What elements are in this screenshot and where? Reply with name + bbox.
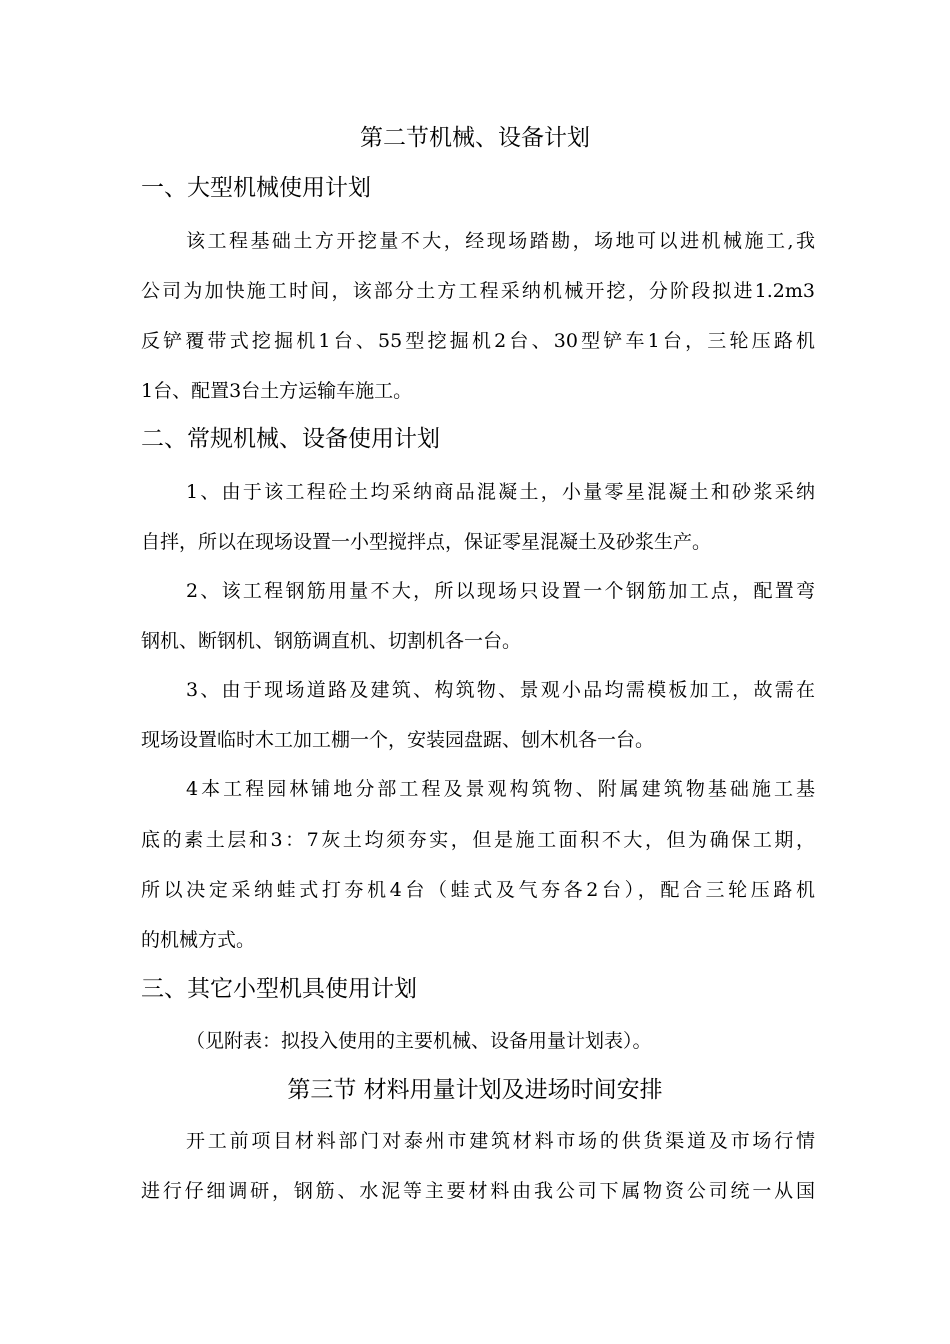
attachment-note: （见附表：拟投入使用的主要机械、设备用量计划表）。 (186, 1030, 652, 1052)
paragraph-line: 开工前项目材料部门对泰州市建筑材料市场的供货渠道及市场行情 (186, 1130, 815, 1152)
paragraph-line: 1、由于该工程砼土均采纳商品混凝土，小量零星混凝土和砂浆采纳 (186, 481, 815, 503)
paragraph-line: 钢机、断钢机、钢筋调直机、切割机各一台。 (141, 630, 522, 652)
paragraph-line: 1台、配置3台土方运输车施工。 (141, 380, 413, 402)
paragraph-line: 所以决定采纳蛙式打夯机4台（蛙式及气夯各2台），配合三轮压路机 (141, 879, 815, 901)
paragraph-line: 该工程基础土方开挖量不大，经现场踏勘，场地可以进机械施工,我 (186, 230, 815, 252)
paragraph-line: 自拌，所以在现场设置一小型搅拌点，保证零星混凝土及砂浆生产。 (141, 531, 712, 553)
paragraph-line: 3、由于现场道路及建筑、构筑物、景观小品均需模板加工，故需在 (186, 679, 815, 701)
heading-large-machinery: 一、大型机械使用计划 (141, 175, 371, 201)
section-2-title: 第二节机械、设备计划 (360, 125, 590, 151)
paragraph-line: 现场设置临时木工加工棚一个，安装园盘踞、刨木机各一台。 (141, 729, 655, 751)
paragraph-line: 的机械方式。 (141, 929, 256, 951)
paragraph-line: 反铲覆带式挖掘机1台、55型挖掘机2台、30型铲车1台，三轮压路机 (141, 330, 815, 352)
paragraph-line: 2、该工程钢筋用量不大，所以现场只设置一个钢筋加工点，配置弯 (186, 580, 815, 602)
heading-regular-machinery: 二、常规机械、设备使用计划 (141, 426, 440, 452)
heading-small-tools: 三、其它小型机具使用计划 (141, 976, 417, 1002)
paragraph-line: 进行仔细调研，钢筋、水泥等主要材料由我公司下属物资公司统一从国 (141, 1180, 815, 1202)
paragraph-line: 底的素土层和3：7灰土均须夯实，但是施工面积不大，但为确保工期， (141, 829, 815, 851)
paragraph-line: 4本工程园林铺地分部工程及景观构筑物、附属建筑物基础施工基 (186, 778, 815, 800)
paragraph-line: 公司为加快施工时间，该部分土方工程采纳机械开挖，分阶段拟进1.2m3 (141, 280, 815, 302)
section-3-title: 第三节 材料用量计划及进场时间安排 (287, 1077, 663, 1103)
